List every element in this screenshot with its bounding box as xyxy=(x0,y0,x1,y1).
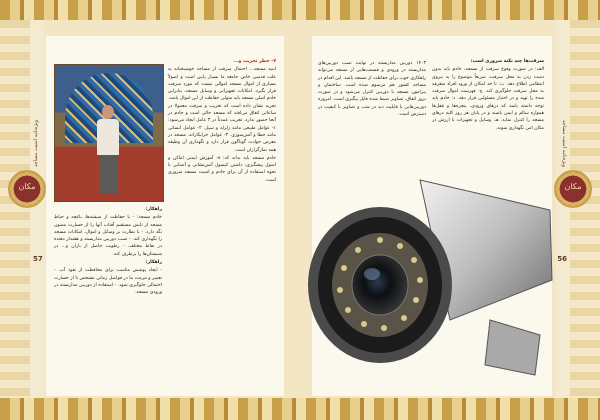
section-heading: راهکار: xyxy=(145,207,162,212)
cctv-camera-image xyxy=(300,170,560,380)
right-page-left-column xyxy=(318,60,426,180)
left-page-number: 57 xyxy=(33,255,43,263)
left-page-right-column xyxy=(168,58,276,388)
body-text: - ایجاد پوشش مناسب برای محافظت از نفوذ آب. - تعمیر و مرمت بنا در فواصل زمانی مشخص تا از خسارت احتمالی جلوگیری شود. - استفاده از دوربین مداربسته در ورودی مسجد. xyxy=(54,268,162,296)
top-border xyxy=(0,0,600,20)
section-heading: راهکار: xyxy=(145,260,162,266)
body-text: خادم مسجد: - با حفاظت از شیشه‌ها، باغچه و حیاط مسجد از تابش مستقیم آفتاب آنها را از خسارت مصون نگه دارد. - با نظارت بر وسایل و اموال، امکانات مسجد را نگهداری کند. - نصب دوربین مداربسته و هشدار دهنده در نقاط مختلف. - رطوبت حاصل از باران و... در شبستان‌ها را برطرف کند. xyxy=(54,215,162,257)
body-text: ۱۴۰۳ دوربین مداربسته در نهایت نصب دوربین‌های مداربسته در ورودی و قسمت‌هایی از مسجد می‌تواند راهکاری خوب برای حفاظت از مسجد باشد. این اقدام در مساجد کشور هم مرسوم شده است. ساختمان و پیرامون مسجد با دوربین کنترل می‌شود و در صورت بروز اتفاق، تصاویر ضبط شده قابل پیگیری است. امروزه دوربین‌هایی با قابلیت دید در شب و تصاویر با کیفیت در دسترس است. xyxy=(318,61,426,118)
body-text: خادم مسجد باید بداند که: ۸- آموزش ایمنی اماکن و اصول پیشگیری، داشتن کپسول آتش‌نشانی و آشنایی با نحوه استفاده از آن برای خادم و امنیت مسجد ضروری است. xyxy=(168,155,276,183)
left-side-tab xyxy=(30,20,44,398)
left-page-left-column xyxy=(54,206,162,386)
right-page-number: 56 xyxy=(557,255,567,263)
section-heading: ۷- خطر تخریب و... xyxy=(233,59,276,64)
mosque-servant-photo xyxy=(54,64,164,202)
section-heading: سرقت‌ها چند نکته ضروری است: xyxy=(470,59,544,64)
right-pattern-band xyxy=(570,20,600,398)
right-vertical-title: ویژه‌نامه امنیت مساجد xyxy=(561,120,567,168)
medal-text: مکان xyxy=(564,182,582,191)
logo-medal-left xyxy=(8,170,46,208)
medal-text: مکان xyxy=(18,182,36,191)
body-text: ابنیه مسجد... احتمال سرقت از مساجد خوشبختانه به علت قدسی خاص جامعه ما بسیار پایین است و اصولاً بسیاری از اموال مسجد اموالی نیست که مورد سرقت قرار بگیرد. امکانات تجهیزاتی و وسایل مسجد، بنابراین خادم اصلی مسجد باید متولی حفاظت از این اموال باشد. تجربه نشان داده است که تخریب و سرقت معمولا در ساعاتی اتفاق می‌افتد که مسجد خالی است و خادم در آنجا حضور ندارد. تخریب عمدتاً در ۳ عامل ایجاد می‌شود: ۱- عوامل طبیعی مانند زلزله و سیل. ۲- عوامل انسانی مانند خطا و آتش‌سوزی. ۳- عوامل خرابکارانه. مسجد در معرض حوادث گوناگون قرار دارد و نگهداری آن وظیفه همه نمازگزاران است. xyxy=(168,67,276,153)
body-text: الف: در صورت وقوع سرقت از مسجد، خادم باید بدون دست زدن به محل سرقت، سریعاً موضوع را به نیروی انتظامی اطلاع دهد. ب: تا حد امکان از ورود افراد متفرقه به محل سرقت جلوگیری کند. ج: فهرست اموال سرقت شده را تهیه و در اختیار مسئولین قرار دهد. د: خادم باید توجه داشته باشد که درهای ورودی، پنجره‌ها و قفل‌ها همواره سالم و ایمن باشند و در پایان هر روز کلیه درهای مسجد را کنترل نماید. هـ: وسایل و تجهیزات با ارزش در مکان امن نگهداری شوند. xyxy=(432,67,544,131)
left-vertical-title: ویژه‌نامه امنیت مساجد xyxy=(33,120,39,168)
bottom-border xyxy=(0,398,600,420)
left-pattern-band xyxy=(0,20,30,398)
